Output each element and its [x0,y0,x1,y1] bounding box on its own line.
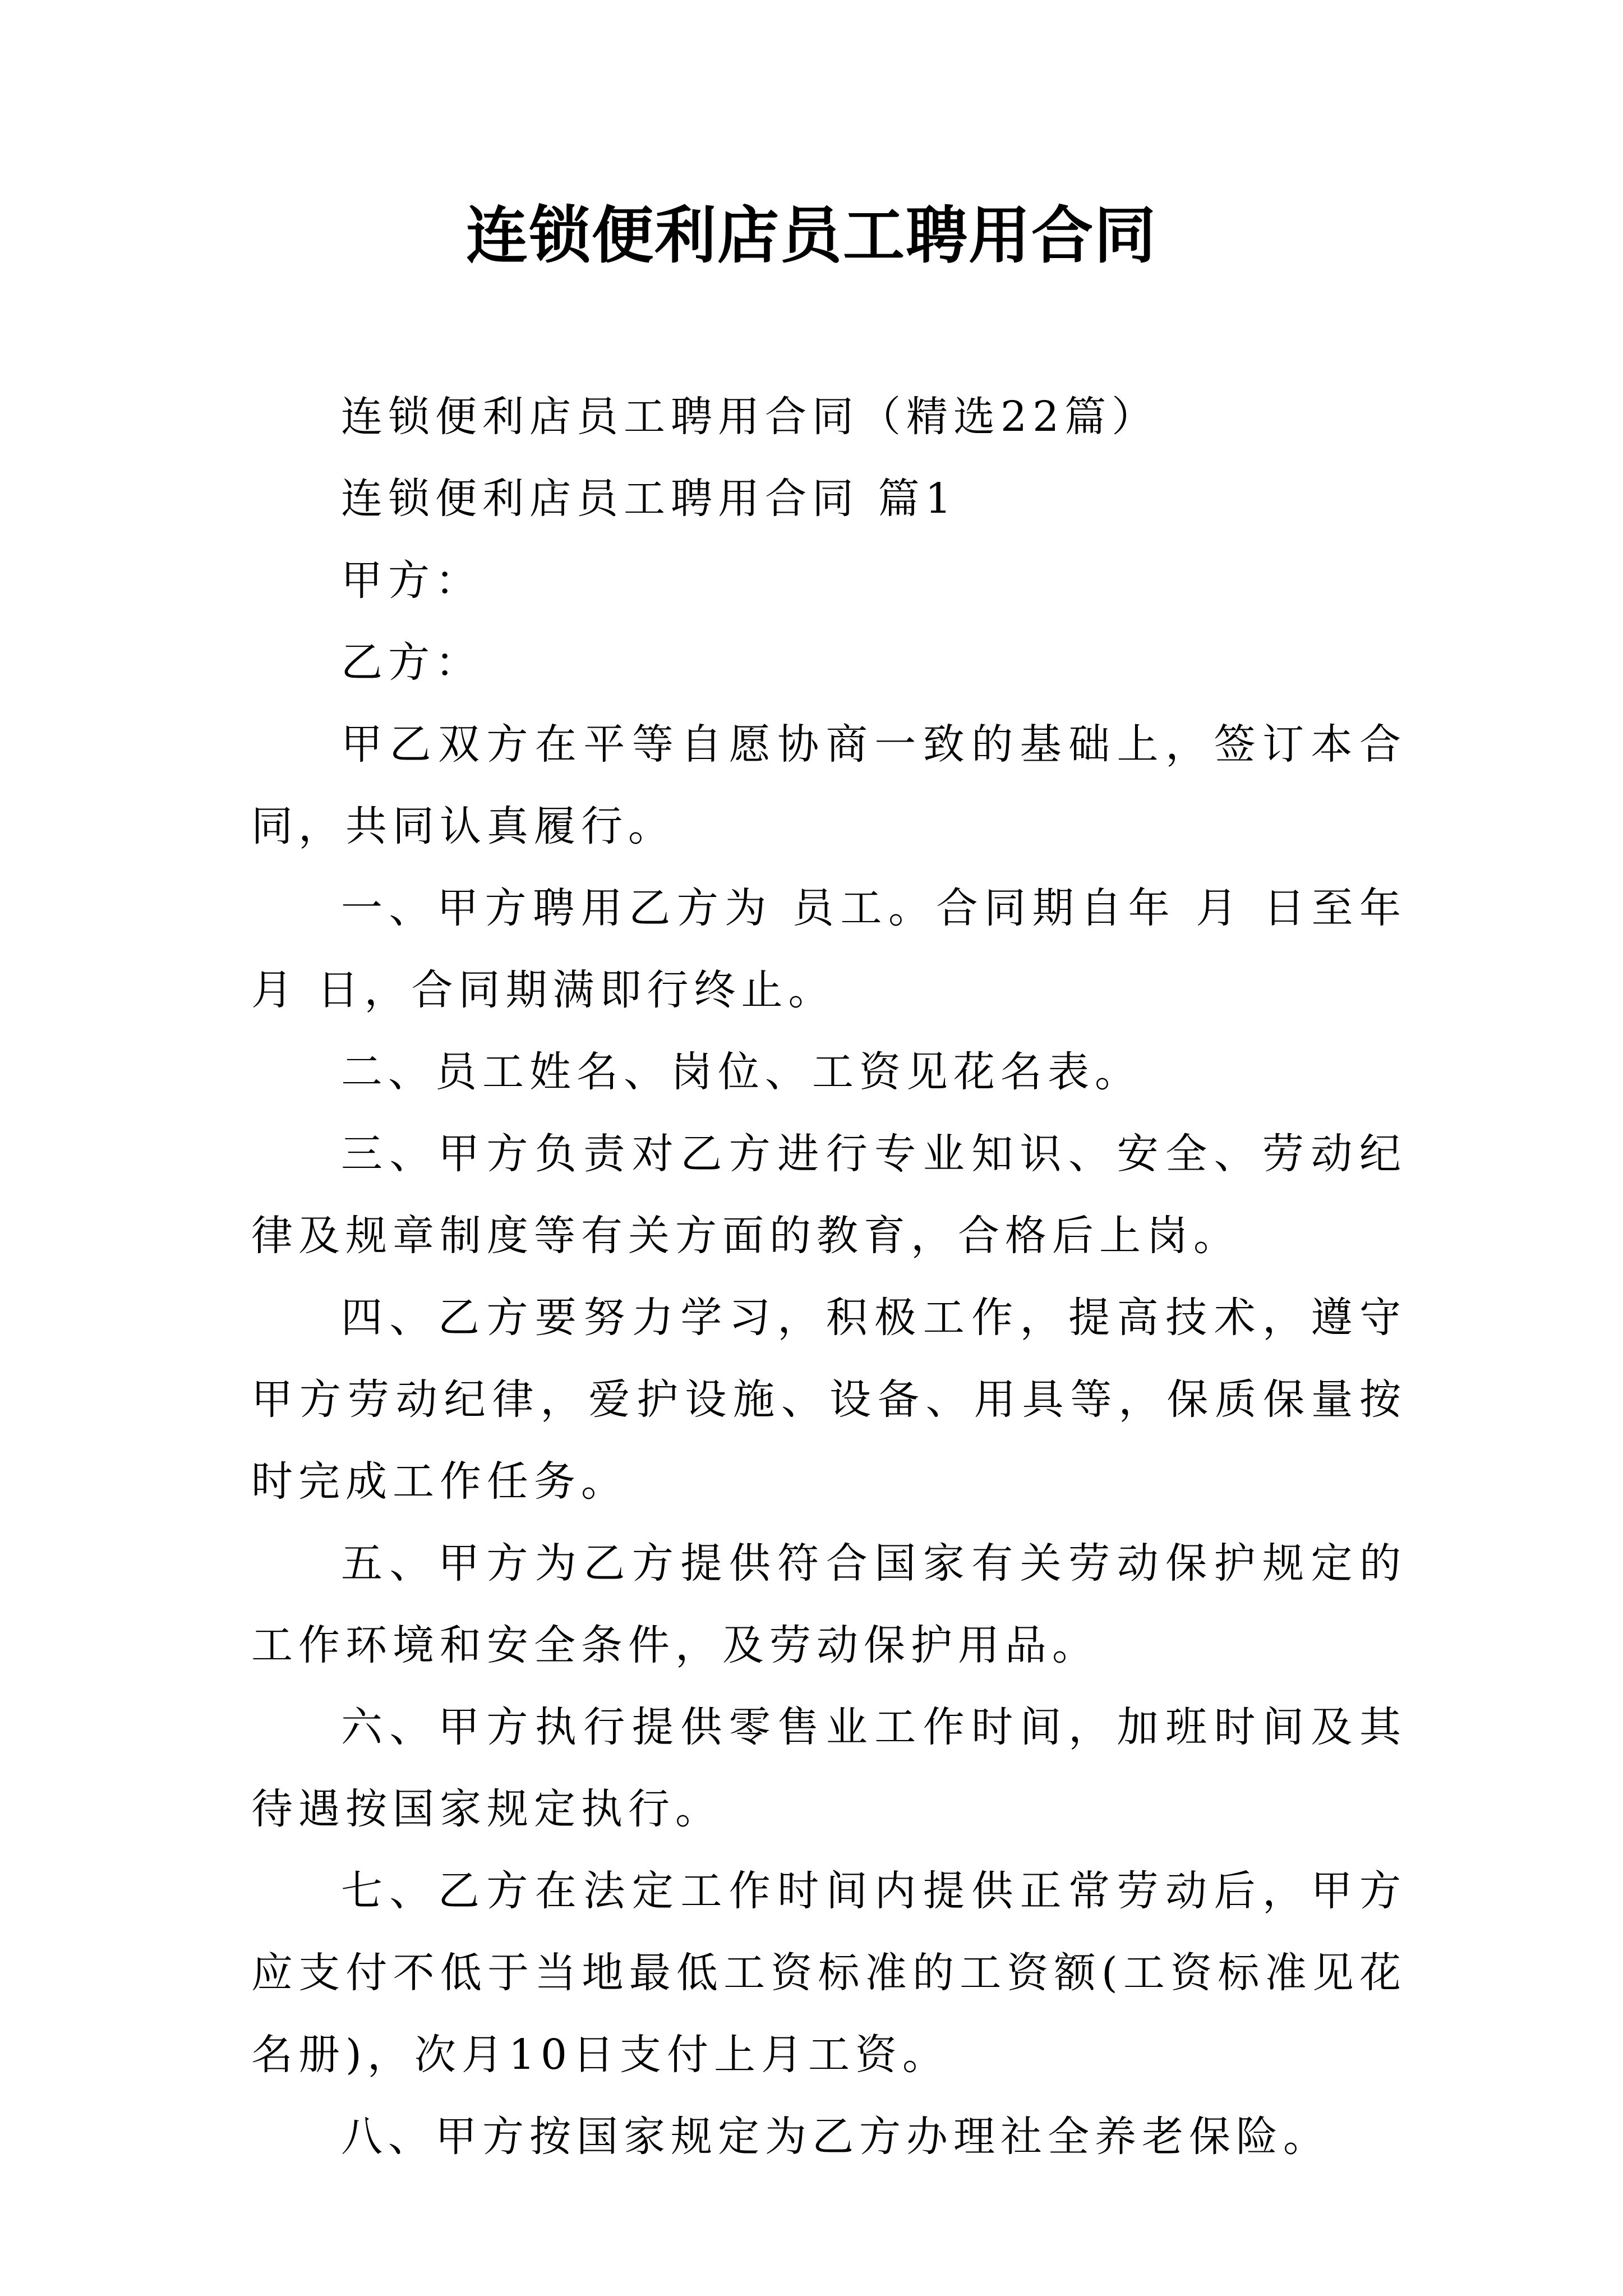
clause-1: 一、甲方聘用乙方为 员工。合同期自年 月 日至年 月 日，合同期满即行终止。 [251,884,1407,1014]
clause-5: 五、甲方为乙方提供符合国家有关劳动保护规定的工作环境和安全条件，及劳动保护用品。 [251,1539,1407,1669]
clause-7: 七、乙方在法定工作时间内提供正常劳动后，甲方应支付不低于当地最低工资标准的工资额(工资标准见花名册)，次月10日支付上月工资。 [251,1867,1407,2079]
clause-6: 六、甲方执行提供零售业工作时间，加班时间及其待遇按国家规定执行。 [251,1703,1407,1833]
document-body [251,376,1407,2178]
party-b-label: 乙方： [341,638,482,687]
document-title: 连锁便利店员工聘用合同 [466,199,1157,272]
section-heading: 连锁便利店员工聘用合同 篇1 [341,475,957,523]
clause-4: 四、乙方要努力学习，积极工作，提高技术，遵守甲方劳动纪律，爱护设施、设备、用具等，保质保量按时完成工作任务。 [251,1294,1407,1506]
clause-2: 二、员工姓名、岗位、工资见花名表。 [341,1048,1142,1096]
subtitle-collection: 连锁便利店员工聘用合同（精选22篇） [341,393,1159,441]
clause-8: 八、甲方按国家规定为乙方办理社全养老保险。 [341,2113,1330,2161]
clause-3: 三、甲方负责对乙方进行专业知识、安全、劳动纪律及规章制度等有关方面的教育，合格后上岗。 [251,1130,1407,1260]
preamble-paragraph: 甲乙双方在平等自愿协商一致的基础上，签订本合同，共同认真履行。 [251,720,1407,850]
party-a-label: 甲方： [341,556,482,605]
